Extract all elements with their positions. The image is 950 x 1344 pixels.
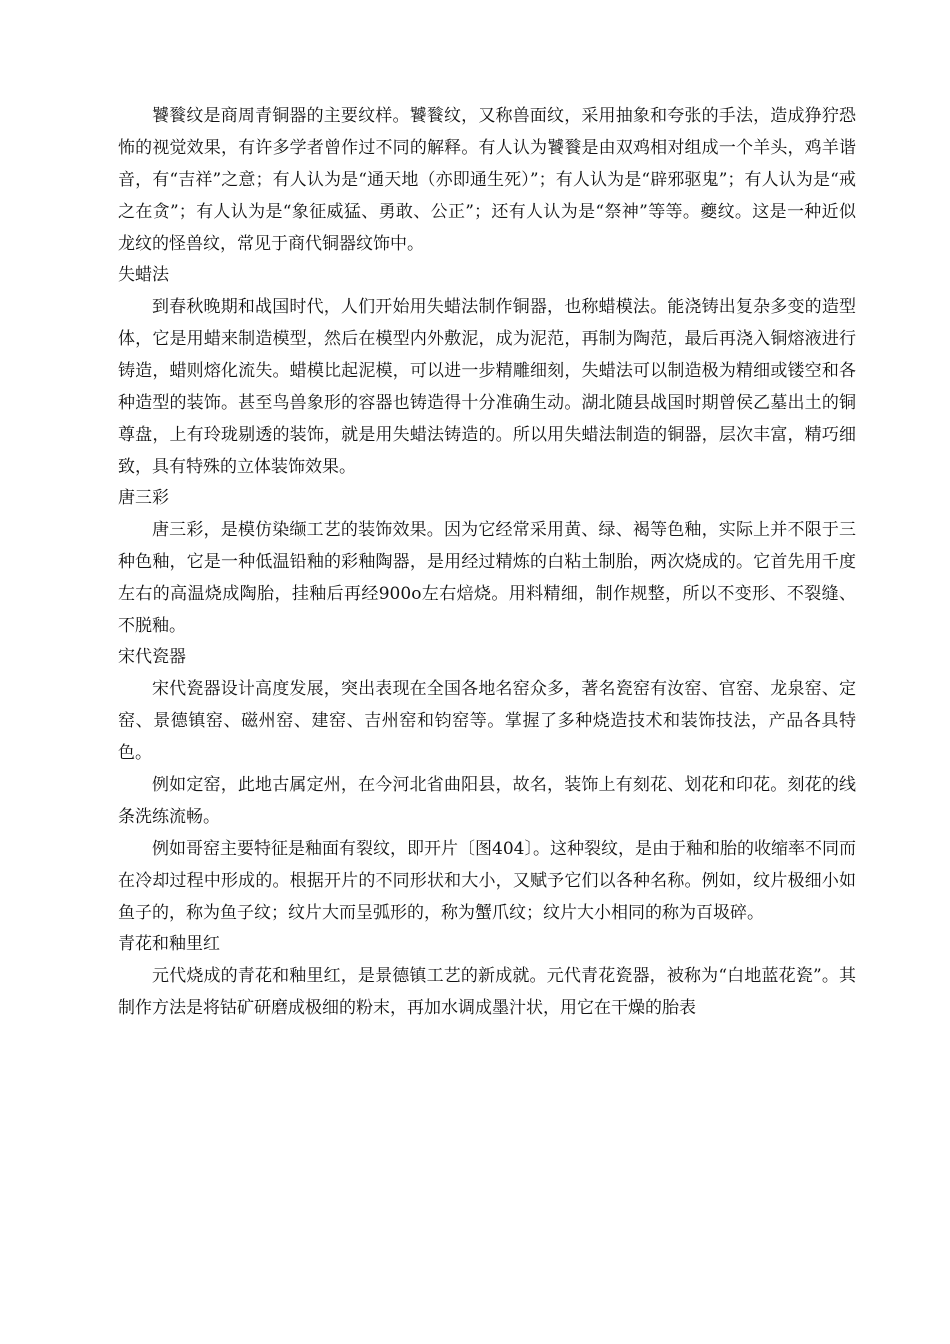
heading-song-porcelain: 宋代瓷器	[118, 647, 186, 667]
paragraph-lost-wax: 到春秋晚期和战国时代，人们开始用失蜡法制作铜器，也称蜡模法。能浇铸出复杂多变的造型体，它是用蜡来制造模型，然后在模型内外敷泥，成为泥范，再制为陶范，最后再浇入铜熔液进行铸造，蜡则熔化流失。蜡模比起泥模，可以进一步精雕细刻，失蜡法可以制造极为精细或镂空和各种造型的装饰。甚至鸟兽象形的容器也铸造得十分准确生动。湖北随县战国时期曾侯乙墓出土的铜尊盘，上有玲珑剔透的装饰，就是用失蜡法铸造的。所以用失蜡法制造的铜器，层次丰富，精巧细致，具有特殊的立体装饰效果。	[118, 297, 856, 477]
document-page	[118, 100, 856, 1024]
paragraph-tang-sancai: 唐三彩，是模仿染缬工艺的装饰效果。因为它经常采用黄、绿、褐等色釉，实际上并不限于三种色釉，它是一种低温铅釉的彩釉陶器，是用经过精炼的白粘土制胎，两次烧成的。它首先用千度左右的高温烧成陶胎，挂釉后再经900o左右焙烧。用料精细，制作规整，所以不变形、不裂缝、不脱釉。	[118, 520, 856, 636]
paragraph-song-porcelain: 宋代瓷器设计高度发展，突出表现在全国各地名窑众多，著名瓷窑有汝窑、官窑、龙泉窑、定窑、景德镇窑、磁州窑、建窑、吉州窑和钧窑等。掌握了多种烧造技术和装饰技法，产品各具特色。	[118, 679, 856, 763]
paragraph-taotie: 饕餮纹是商周青铜器的主要纹样。饕餮纹，又称兽面纹，采用抽象和夸张的手法，造成狰狞恐怖的视觉效果，有许多学者曾作过不同的解释。有人认为饕餮是由双鸡相对组成一个羊头，鸡羊谐音，有“吉祥”之意；有人认为是“通天地（亦即通生死）”；有人认为是“辟邪驱鬼”；有人认为是“戒之在贪”；有人认为是“象征威猛、勇敢、公正”；还有人认为是“祭神”等等。夔纹。这是一种近似龙纹的怪兽纹，常见于商代铜器纹饰中。	[118, 106, 856, 254]
heading-lost-wax: 失蜡法	[118, 265, 169, 285]
heading-tang-sancai: 唐三彩	[118, 488, 169, 508]
paragraph-ding-kiln: 例如定窑，此地古属定州，在今河北省曲阳县，故名，装饰上有刻花、划花和印花。刻花的线条洗练流畅。	[118, 775, 856, 827]
heading-blue-and-white: 青花和釉里红	[118, 934, 220, 954]
paragraph-blue-and-white: 元代烧成的青花和釉里红，是景德镇工艺的新成就。元代青花瓷器，被称为“白地蓝花瓷”。其制作方法是将钴矿研磨成极细的粉末，再加水调成墨汁状，用它在干燥的胎表	[118, 966, 856, 1018]
paragraph-ge-kiln: 例如哥窑主要特征是釉面有裂纹，即开片〔图404〕。这种裂纹，是由于釉和胎的收缩率不同而在冷却过程中形成的。根据开片的不同形状和大小，又赋予它们以各种名称。例如，纹片极细小如鱼子的，称为鱼子纹；纹片大而呈弧形的，称为蟹爪纹；纹片大小相同的称为百圾碎。	[118, 839, 856, 923]
